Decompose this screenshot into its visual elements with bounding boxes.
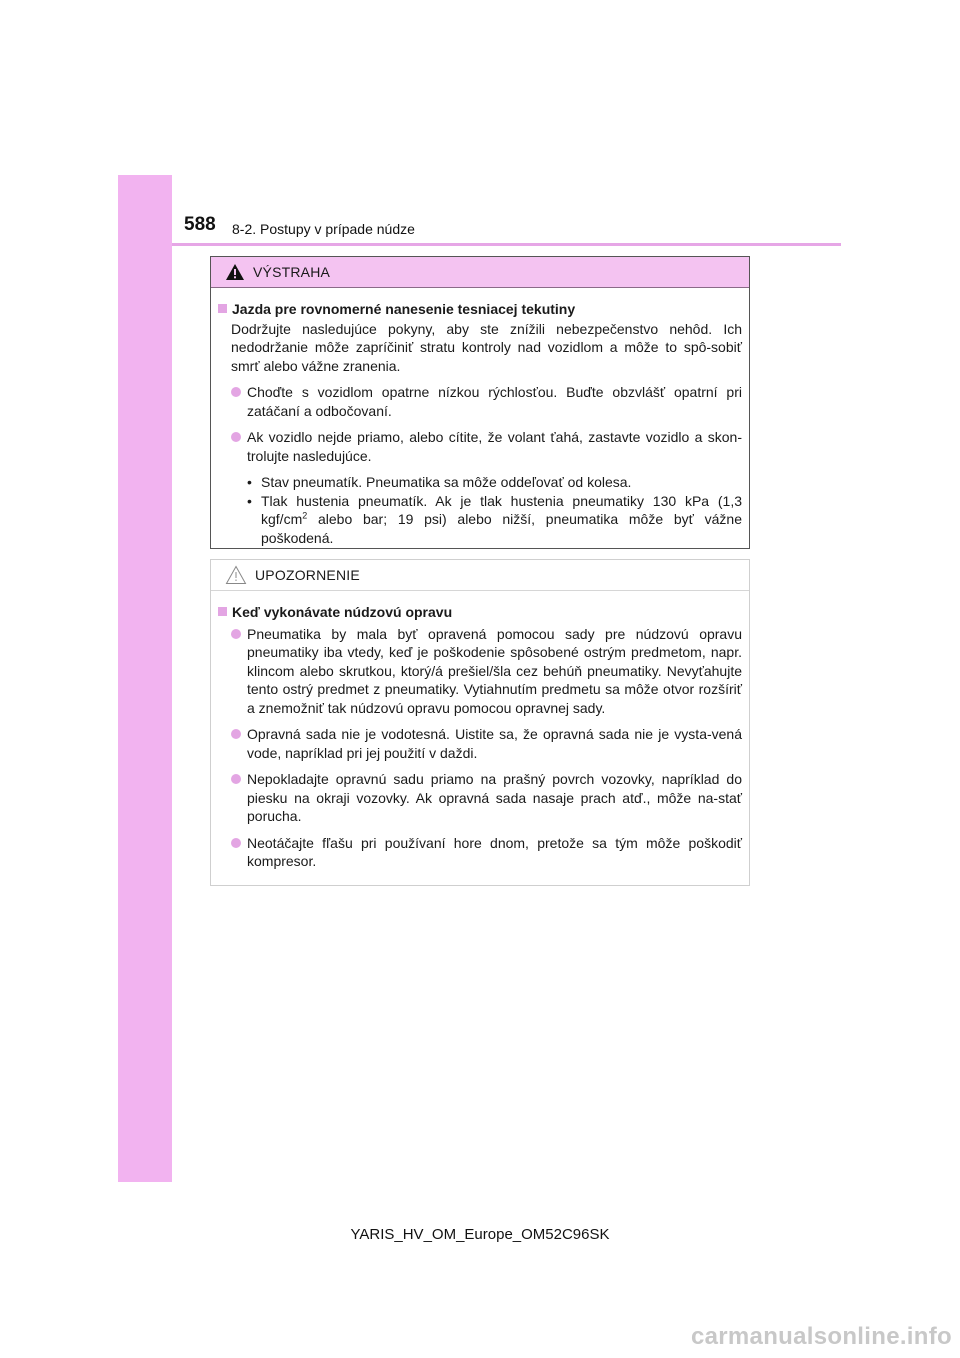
list-item <box>218 383 742 420</box>
warning-triangle-icon <box>225 263 245 281</box>
chapter-sidebar-tab <box>118 175 172 1182</box>
list-item <box>218 770 742 826</box>
header-divider <box>172 243 841 246</box>
page-number: 588 <box>184 214 216 235</box>
list-item-text: Pneumatika by mala byť opravená pomocou sady pre núdzovú opravu pneumatiky iba vtedy, keď je poškodenie spôsobené ostrým predmetom, napr. klincom alebo skrutkou, ktorý/á prešiel/šla cez behúň pneumatiky. Nevyťahujte tento ostrý predmet z pneumatiky. Vytiahnutím predmetu sa môže otvor rozšíriť a znemožniť tak núdzovú opravu pomocou opravnej sady. <box>247 625 742 716</box>
list-item-text: Choďte s vozidlom opatrne nízkou rýchlosťou. Buďte obzvlášť opatrní pri zatáčaní a odbočovaní. <box>247 384 742 419</box>
list-item <box>218 428 742 465</box>
list-item-text: Nepokladajte opravnú sadu priamo na prašný povrch vozovky, napríklad do piesku na okraji vozovky. Ak opravná sada nasaje prach atď., môže na-stať porucha. <box>247 771 742 824</box>
sub-list-item <box>247 492 742 548</box>
dot-bullet-icon: • <box>247 492 252 509</box>
round-bullet-icon <box>231 838 241 848</box>
warning-intro: Dodržujte nasledujúce pokyny, aby ste znížili nebezpečenstvo nehôd. Ich nedodržanie môže zapríčiniť stratu kontroly nad vozidlom a môže to spô-sobiť smrť alebo vážne zranenia. <box>231 320 742 374</box>
pressure-text-part: Tlak hustenia pneumatík. Ak je tlak hustenia pneumatiky 130 kPa (1,3 kgf/cm <box>261 492 742 527</box>
warning-header <box>211 257 749 288</box>
round-bullet-icon <box>231 729 241 739</box>
list-item-text: Ak vozidlo nejde priamo, alebo cítite, že volant ťahá, zastavte vozidlo a skon-trolujte nasledujúce. <box>247 429 742 464</box>
round-bullet-icon <box>231 774 241 784</box>
list-item-text: Opravná sada nie je vodotesná. Uistite sa, že opravná sada nie je vysta-vená vode, napríklad pri jej použití v daždi. <box>247 726 742 761</box>
round-bullet-icon <box>231 387 241 397</box>
round-bullet-icon <box>231 629 241 639</box>
caution-subheading-text: Keď vykonávate núdzovú opravu <box>232 604 453 620</box>
dot-bullet-icon: • <box>247 474 252 490</box>
list-item <box>218 834 742 871</box>
warning-title: VÝSTRAHA <box>253 264 331 280</box>
warning-body <box>211 288 749 547</box>
caution-header <box>211 560 749 591</box>
square-bullet-icon <box>218 607 227 616</box>
warning-subheading-text: Jazda pre rovnomerné nanesenie tesniacej tekutiny <box>232 301 576 317</box>
watermark: carmanualsonline.info <box>690 1323 952 1350</box>
document-code: YARIS_HV_OM_Europe_OM52C96SK <box>350 1226 610 1243</box>
pressure-text-part: alebo bar; 19 psi) alebo nižší, pneumatika môže byť vážne poškodená. <box>261 511 742 546</box>
caution-box <box>210 559 750 886</box>
superscript: 2 <box>302 510 308 521</box>
caution-body <box>211 591 749 871</box>
sub-list-item <box>247 473 742 492</box>
caution-title: UPOZORNENIE <box>255 567 360 583</box>
list-item <box>218 625 742 718</box>
section-title: 8-2. Postupy v prípade núdze <box>232 221 415 237</box>
sub-list-item-text <box>261 492 742 548</box>
caution-subheading <box>218 603 742 622</box>
warning-box <box>210 256 750 549</box>
list-item <box>218 725 742 762</box>
sub-list-item-text: Stav pneumatík. Pneumatika sa môže oddeľovať od kolesa. <box>261 474 632 490</box>
caution-triangle-icon <box>225 565 247 585</box>
round-bullet-icon <box>231 432 241 442</box>
warning-subheading <box>218 300 742 319</box>
square-bullet-icon <box>218 304 227 313</box>
list-item-text: Neotáčajte fľašu pri používaní hore dnom, pretože sa tým môže poškodiť kompresor. <box>247 834 742 869</box>
